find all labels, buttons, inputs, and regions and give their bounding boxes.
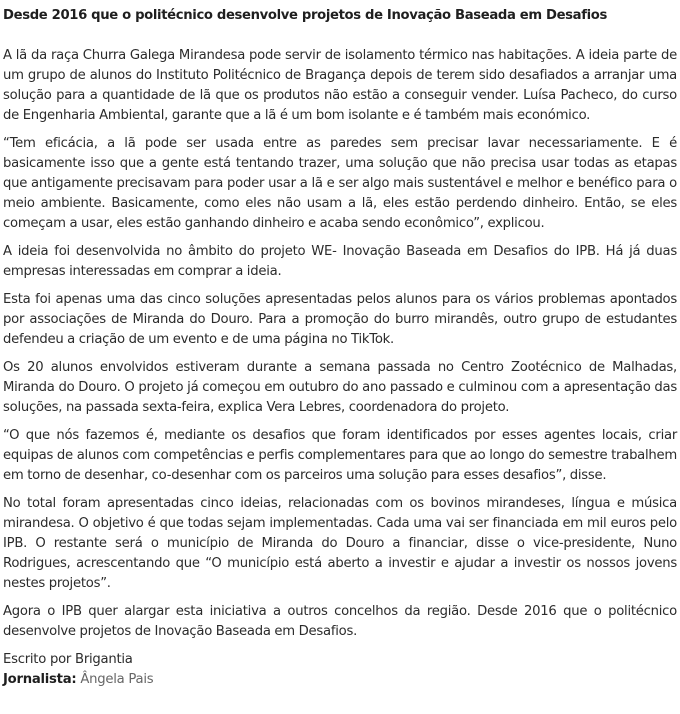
journalist-credit bbox=[3, 670, 677, 690]
written-by-credit: Escrito por Brigantia bbox=[3, 652, 133, 667]
journalist-name: Ângela Pais bbox=[80, 672, 154, 687]
article-paragraph: Esta foi apenas uma das cinco soluções apresentadas pelos alunos para os vários problemas apontados por associações de Miranda do Douro. Para a promoção do burro mirandês, outro grupo de estudantes defendeu a criação de um evento e de uma página no TikTok. bbox=[3, 292, 677, 347]
article-paragraph: Os 20 alunos envolvidos estiveram durante a semana passada no Centro Zootécnico de Malhadas, Miranda do Douro. O projeto já começou em outubro do ano passado e culminou com a apresentação das soluções, na passada sexta-feira, explica Vera Lebres, coordenadora do projeto. bbox=[3, 360, 677, 415]
article-paragraph: A ideia foi desenvolvida no âmbito do projeto WE- Inovação Baseada em Desafios do IPB. Há já duas empresas interessadas em comprar a ideia. bbox=[3, 244, 677, 279]
article-paragraph: A lã da raça Churra Galega Mirandesa pode servir de isolamento térmico nas habitações. A ideia parte de um grupo de alunos do Instituto Politécnico de Bragança depois de terem sido desafiados a arranjar uma solução para a quantidade de lã que os produtos não estão a conseguir vender. Luísa Pacheco, do curso de Engenharia Ambiental, garante que a lã é um bom isolante e é também mais económico. bbox=[3, 48, 677, 123]
article-headline: Desde 2016 que o politécnico desenvolve projetos de Inovação Baseada em Desafios bbox=[3, 8, 608, 23]
article-credits bbox=[3, 650, 677, 690]
article-body bbox=[3, 46, 677, 642]
article-paragraph: No total foram apresentadas cinco ideias, relacionadas com os bovinos mirandeses, língua e música mirandesa. O objetivo é que todas sejam implementadas. Cada uma vai ser financiada em mil euros pelo IPB. O restante será o município de Miranda do Douro a financiar, disse o vice-presidente, Nuno Rodrigues, acrescentando que “O município está aberto a investir e ajudar a investir os nossos jovens nestes projetos”. bbox=[3, 496, 677, 591]
journalist-label: Jornalista: bbox=[3, 672, 77, 687]
article-paragraph: Agora o IPB quer alargar esta iniciativa a outros concelhos da região. Desde 2016 que o politécnico desenvolve projetos de Inovação Baseada em Desafios. bbox=[3, 604, 677, 639]
article-paragraph: “O que nós fazemos é, mediante os desafios que foram identificados por esses agentes locais, criar equipas de alunos com competências e perfis complementares para que ao longo do semestre trabalhem em torno de desenhar, co-desenhar com os parceiros uma solução para esses desafios”, disse. bbox=[3, 428, 677, 483]
article-paragraph: “Tem eficácia, a lã pode ser usada entre as paredes sem precisar lavar necessariamente. E é basicamente isso que a gente está tentando trazer, uma solução que não precisa usar todas as etapas que antigamente precisavam para poder usar a lã e ser algo mais sustentável e melhor e benéfico para o meio ambiente. Basicamente, como eles não usam a lã, eles estão perdendo dinheiro. Então, se eles começam a usar, eles estão ganhando dinheiro e acaba sendo econômico”, explicou. bbox=[3, 136, 677, 231]
